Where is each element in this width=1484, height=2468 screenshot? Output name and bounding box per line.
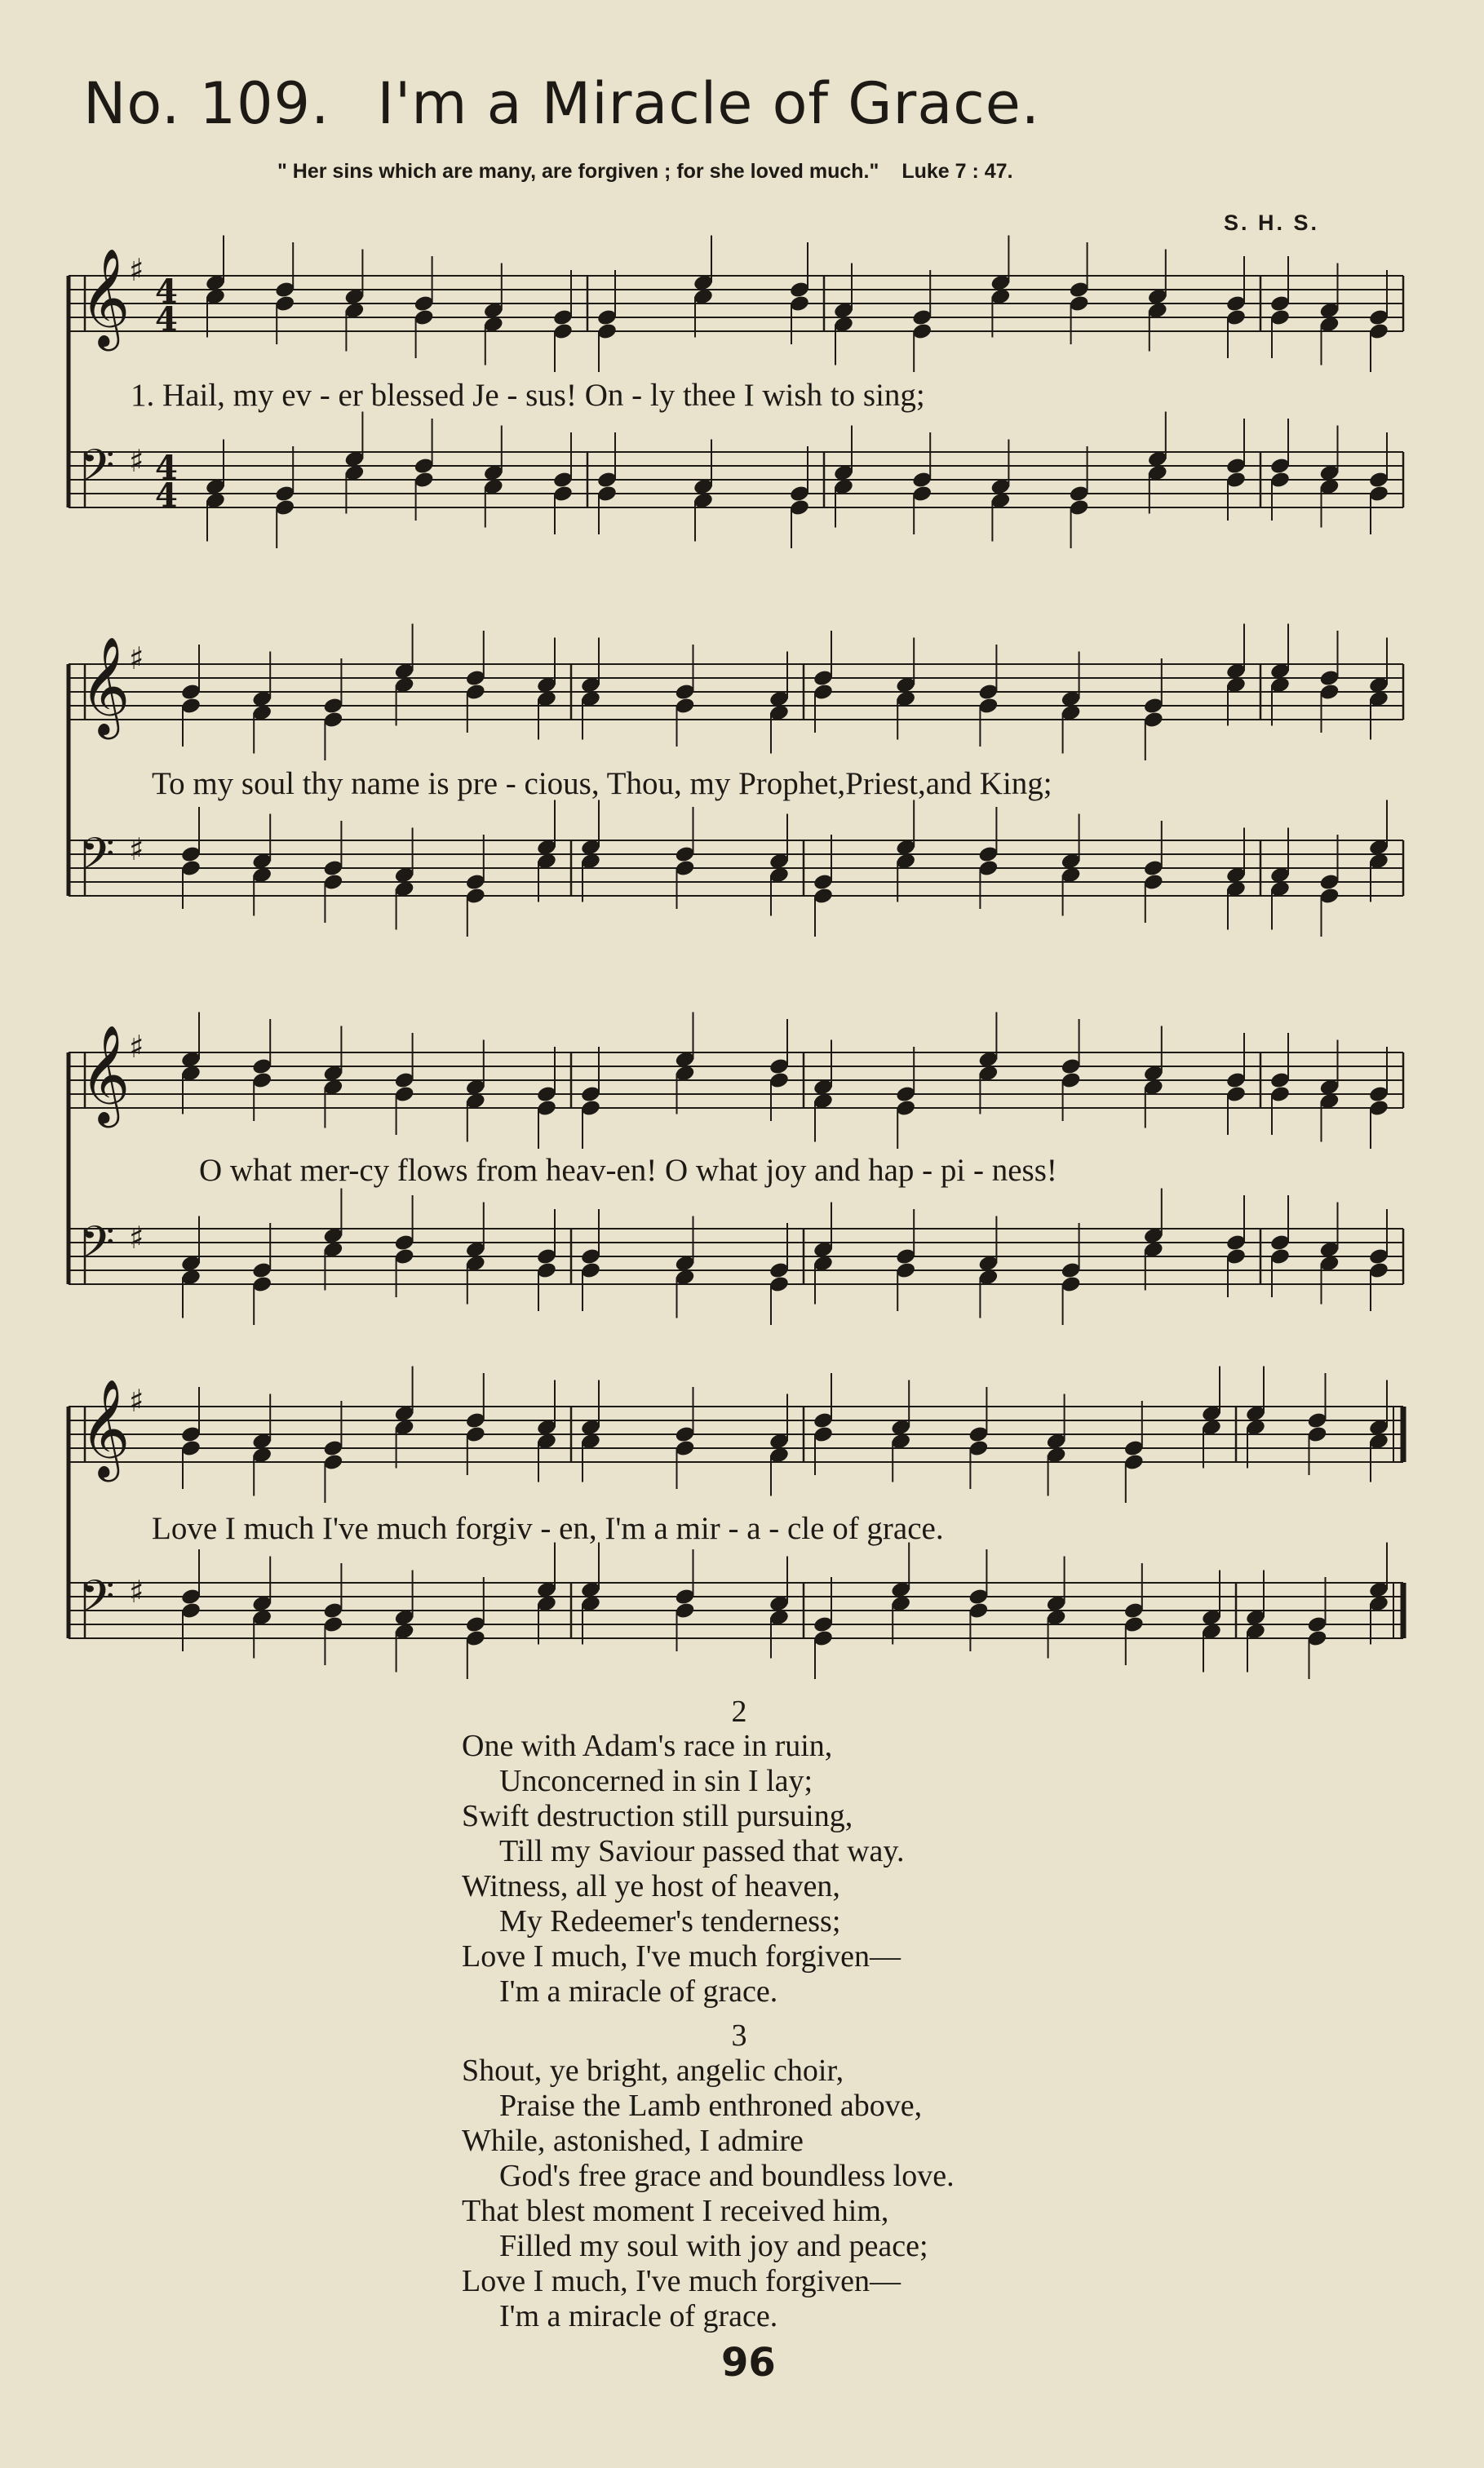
verse-3-line-3: While, astonished, I admire [462,2124,804,2158]
key-sharp: ♯ [129,443,144,479]
key-sharp: ♯ [129,1383,144,1419]
time-signature-bottom: 4 [155,300,178,339]
composer-initials: S. H. S. [1224,210,1320,235]
bass-clef: 𝄢 [80,828,115,891]
treble-clef: 𝄞 [80,1378,131,1478]
lyric-line-4: Love I much I've much forgiv - en, I'm a mir - a - cle of grace. [152,1511,944,1546]
treble-clef: 𝄞 [80,636,131,735]
verse-3-line-8: I'm a miracle of grace. [499,2299,778,2333]
verse-2-line-1: One with Adam's race in ruin, [462,1729,833,1763]
hymn-title-text: I'm a Miracle of Grace. [377,70,1041,137]
bass-clef: 𝄢 [80,1571,115,1633]
verse-3-line-5: That blest moment I received him, [462,2194,889,2228]
key-sharp: ♯ [129,1220,144,1256]
verse-3-line-2: Praise the Lamb enthroned above, [499,2089,923,2123]
verse-number-3: 3 [731,2018,747,2053]
bass-clef: 𝄢 [80,1216,115,1279]
verse-3-line-1: Shout, ye bright, angelic choir, [462,2054,844,2088]
verse-2-line-6: My Redeemer's tenderness; [499,1904,841,1939]
verse-2-line-3: Swift destruction still pursuing, [462,1799,853,1833]
lyric-line-2: To my soul thy name is pre - cious, Thou, my Prophet,Priest,and King; [152,766,1052,801]
lyric-line-1: 1. Hail, my ev - er blessed Je - sus! On - ly thee I wish to sing; [131,378,925,413]
time-signature-top: 4 [155,272,178,311]
key-sharp: ♯ [129,831,144,867]
lyric-line-3: O what mer-cy flows from heav-en! O what joy and hap - pi - ness! [199,1153,1057,1188]
verse-2-line-7: Love I much, I've much forgiven— [462,1939,901,1974]
key-sharp: ♯ [129,1029,144,1065]
time-signature-top: 4 [155,449,178,487]
bass-clef: 𝄢 [80,440,115,503]
scripture-reference: Luke 7 : 47. [901,160,1013,183]
verse-3-line-6: Filled my soul with joy and peace; [499,2229,928,2263]
verse-3-line-7: Love I much, I've much forgiven— [462,2264,901,2298]
verse-2-line-2: Unconcerned in sin I lay; [499,1764,813,1798]
key-sharp: ♯ [129,252,144,288]
verse-3-line-4: God's free grace and boundless love. [499,2159,955,2193]
key-sharp: ♯ [129,640,144,676]
verse-2-line-4: Till my Saviour passed that way. [499,1834,905,1868]
verse-2-line-5: Witness, all ye host of heaven, [462,1869,840,1903]
key-sharp: ♯ [129,1574,144,1610]
time-signature-bottom: 4 [155,476,178,515]
treble-clef: 𝄞 [80,247,131,347]
epigraph-quote: " Her sins which are many, are forgiven ; for she loved much." [277,160,879,183]
hymn-number: No. 109. [83,70,330,137]
page-number: 96 [721,2340,776,2386]
treble-clef: 𝄞 [80,1024,131,1123]
verse-2-line-8: I'm a miracle of grace. [499,1974,778,2009]
verse-number-2: 2 [731,1695,747,1729]
